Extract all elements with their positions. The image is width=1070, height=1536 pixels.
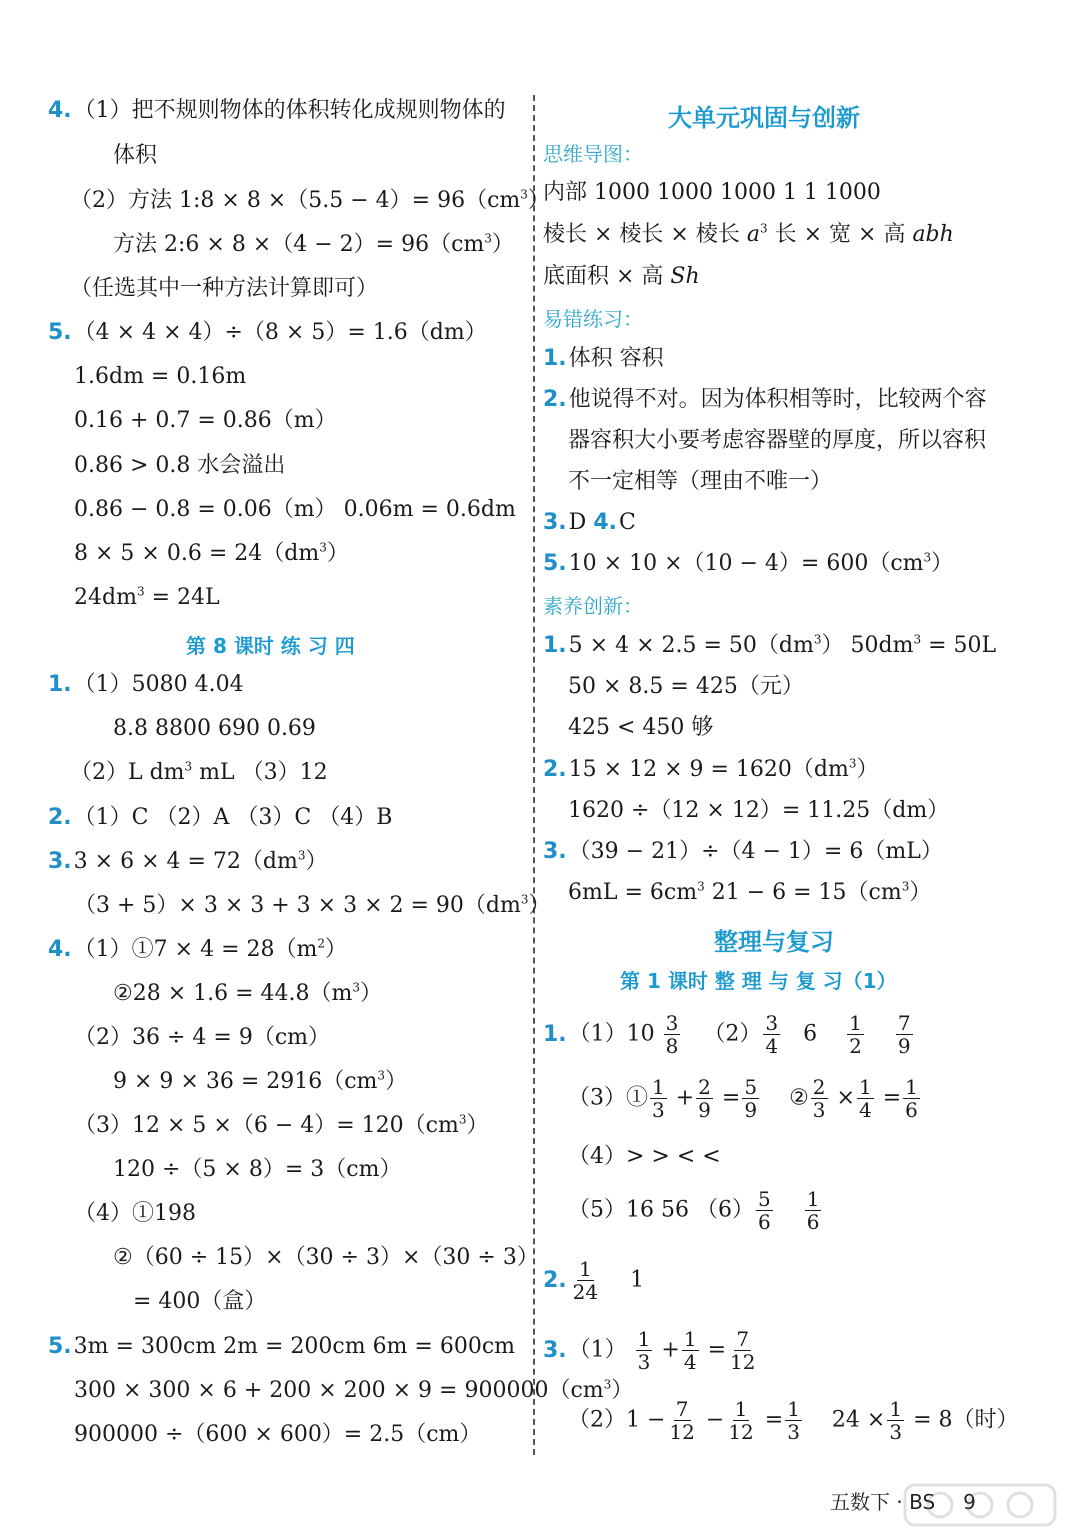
innovation-1-line2: 50 × 8.5 = 425（元） [568, 674, 804, 699]
fraction: $\frac{1}{6}$ [806, 1187, 820, 1234]
exercise-3-line2: $(3 + 5)\times 3 \times 3 + 3 \times 3 \times 2 = 90(dm^3)$ [74, 892, 551, 918]
exercise-5-line2: $300 \times 300 \times 6 + 200 \times 200 \times 9 = 900000(cm^3)$ [74, 1377, 634, 1403]
review-title: 整理与复习 [714, 928, 834, 956]
footer-label: 五数下 · BS [830, 1490, 936, 1514]
fraction: $\frac{7}{12}$ [730, 1327, 756, 1374]
review-1-line4: （5）16 56 （6） $\frac{5}{6}$ $\frac{1}{6}$ [568, 1187, 820, 1234]
mindmap-label: 思维导图： [543, 142, 643, 166]
exercise-5-line1: 5.3m = 300cm 2m = 200cm 6m = 600cm [48, 1334, 516, 1359]
fraction: $\frac{1}{2}$ [849, 1011, 862, 1058]
answer-5-line1: 5.（4 × 4 × 4）÷（8 × 5）= 1.6（dm） [48, 320, 487, 345]
answer-5-line4: 0.86 > 0.8 水会溢出 [74, 453, 286, 478]
fraction: $\frac{1}{3}$ [652, 1075, 665, 1122]
exercise-4-line3: （2）36 ÷ 4 = 9（cm） [74, 1025, 331, 1050]
answer-5-line5: 0.86 − 0.8 = 0.06（m） 0.06m = 0.6dm [74, 497, 516, 522]
exercise-4-line8: ②（60 ÷ 15）×（30 ÷ 3）×（30 ÷ 3） [113, 1245, 539, 1270]
mindmap-line1: 内部 1000 1000 1000 1 1 1000 [543, 180, 881, 205]
innovation-1-line1: $1.5 \times 4 \times 2.5 = 50(dm^3) 50dm^3 = 50L$ [543, 632, 997, 658]
mindmap-line3: 底面积 × 高 Sh [543, 264, 700, 289]
review-3-line2: （2）1 − $\frac{7}{12}$ − $\frac{1}{12}$ = $\frac{1}{3}$ 24 × $\frac{1}{3}$ = 8（时） [568, 1397, 1019, 1444]
answer-5-line2: 1.6dm = 0.16m [74, 364, 247, 389]
fraction: $\frac{2}{3}$ [812, 1075, 826, 1122]
mindmap-line2: 棱长 × 棱长 × 棱长 $a^3$ 长 × 宽 × 高 abh [543, 221, 954, 247]
fraction: $\frac{1}{24}$ [572, 1257, 599, 1304]
fraction: $\frac{3}{4}$ [765, 1011, 779, 1058]
lesson-8-heading: 第 8 课时 练 习 四 [186, 634, 355, 658]
fraction: $\frac{1}{12}$ [728, 1397, 754, 1444]
answer-4-line2: 体积 [113, 143, 158, 168]
exercise-4-line6: 120 ÷（5 × 8）= 3（cm） [113, 1157, 402, 1182]
exercise-5-line3: 900000 ÷（600 × 600）= 2.5（cm） [74, 1422, 482, 1447]
fraction: $\frac{7}{12}$ [669, 1397, 695, 1444]
exercise-3-line1: $3.3 \times 6 \times 4 = 72(dm^3)$ [48, 848, 328, 874]
review-2: 2. $\frac{1}{24}$ 1 [543, 1257, 645, 1304]
practice-3-4: 3.D 4.C [543, 510, 636, 535]
fraction: $\frac{2}{9}$ [698, 1075, 711, 1122]
review-1-line1: 1.（1）10 $\frac{3}{8}$ （2） $\frac{3}{4}$ 6 $\frac{1}{2}$ $\frac{7}{9}$ [543, 1011, 911, 1058]
exercise-4-line4: $9 \times 9 \times 36 = 2916(cm^3)$ [113, 1068, 408, 1094]
review-1-line3: （4）> > < < [568, 1144, 721, 1169]
exercise-1-line1: 1.（1）5080 4.04 [48, 672, 244, 697]
practice-label: 易错练习： [543, 307, 643, 331]
fraction: $\frac{5}{9}$ [744, 1075, 758, 1122]
review-1-line2: （3）① $\frac{1}{3}$ + $\frac{2}{9}$ = $\frac{5}{9}$ ② $\frac{2}{3}$ × $\frac{1}{4}$ = $\frac{1}{6}$ [568, 1075, 918, 1122]
innovation-3-line1: 3.（39 − 21）÷（4 − 1）= 6（mL） [543, 839, 943, 864]
fraction: $\frac{3}{8}$ [665, 1011, 679, 1058]
fraction: $\frac{1}{3}$ [637, 1327, 651, 1374]
fraction: $\frac{1}{6}$ [905, 1075, 918, 1122]
answer-5-line3: 0.16 + 0.7 = 0.86（m） [74, 408, 337, 433]
exercise-4-line9: = 400（盒） [133, 1289, 267, 1314]
fraction: $\frac{1}{4}$ [858, 1075, 872, 1122]
review-3-line1: 3.（1） $\frac{1}{3}$ + $\frac{1}{4}$ = $\frac{7}{12}$ [543, 1327, 756, 1374]
practice-1: 1.体积 容积 [543, 346, 664, 371]
practice-2-line3: 不一定相等（理由不唯一） [568, 469, 833, 494]
innovation-label: 素养创新： [543, 594, 643, 618]
innovation-2-line2: 1620 ÷（12 × 12）= 11.25（dm） [568, 798, 950, 823]
answer-4-line4: 方法 2:6 × $8 \times(4 - 2)= 96(cm^3)$ [113, 231, 514, 257]
lesson-1-heading: 第 1 课时 整 理 与 复 习（1） [620, 969, 897, 993]
section-title: 大单元巩固与创新 [668, 104, 860, 132]
answer-5-line7: $24dm^3 = 24L$ [74, 584, 220, 610]
practice-5: $5.10 \times 10 \times(10 - 4)= 600(cm^3)$ [543, 550, 954, 576]
answer-5-line6: $8 \times 5 \times 0.6 = 24(dm^3)$ [74, 540, 349, 566]
innovation-3-line2: $6mL = 6cm^3$ $21 - 6 = 15(cm^3)$ [568, 879, 932, 905]
exercise-2: 2.（1）C （2）A （3）C （4）B [48, 805, 393, 830]
page-number: 9 [963, 1490, 976, 1514]
fraction: $\frac{5}{6}$ [757, 1187, 771, 1234]
innovation-1-line3: 425 < 450 够 [568, 715, 714, 740]
practice-2-line2: 器容积大小要考虑容器壁的厚度，所以容积 [568, 428, 987, 453]
exercise-1-line2: 8.8 8800 690 0.69 [113, 716, 316, 741]
innovation-2-line1: $2.15 \times 12 \times 9 = 1620(dm^3)$ [543, 756, 879, 782]
fraction: $\frac{7}{9}$ [897, 1011, 911, 1058]
exercise-4-line5: $(3)12 \times 5 \times(6 - 4)= 120(cm^3)$ [74, 1112, 489, 1138]
answer-4-line1: 4.（1）把不规则物体的体积转化成规则物体的 [48, 98, 506, 123]
practice-2-line1: 2.他说得不对。因为体积相等时，比较两个容 [543, 387, 987, 412]
fraction: $\frac{1}{3}$ [787, 1397, 800, 1444]
fraction: $\frac{1}{4}$ [683, 1327, 697, 1374]
exercise-4-line1: 4.（1）①7 × $4 = 28(m^2)$ [48, 936, 348, 962]
exercise-1-line3: （2）L $dm^3$ mL （3）12 [70, 759, 328, 785]
fraction: $\frac{1}{3}$ [889, 1397, 903, 1444]
answer-4-line5: （任选其中一种方法计算即可） [70, 276, 379, 301]
watermark-logo-icon [900, 1480, 1060, 1530]
exercise-4-line7: （4）①198 [74, 1201, 196, 1226]
exercise-4-line2: ②28 × $1.6 = 44.8(m^3)$ [113, 980, 383, 1006]
answer-4-line3: （2）方法 1:8 × $8 \times(5.5 - 4)= 96(cm^3)$ [70, 187, 550, 213]
